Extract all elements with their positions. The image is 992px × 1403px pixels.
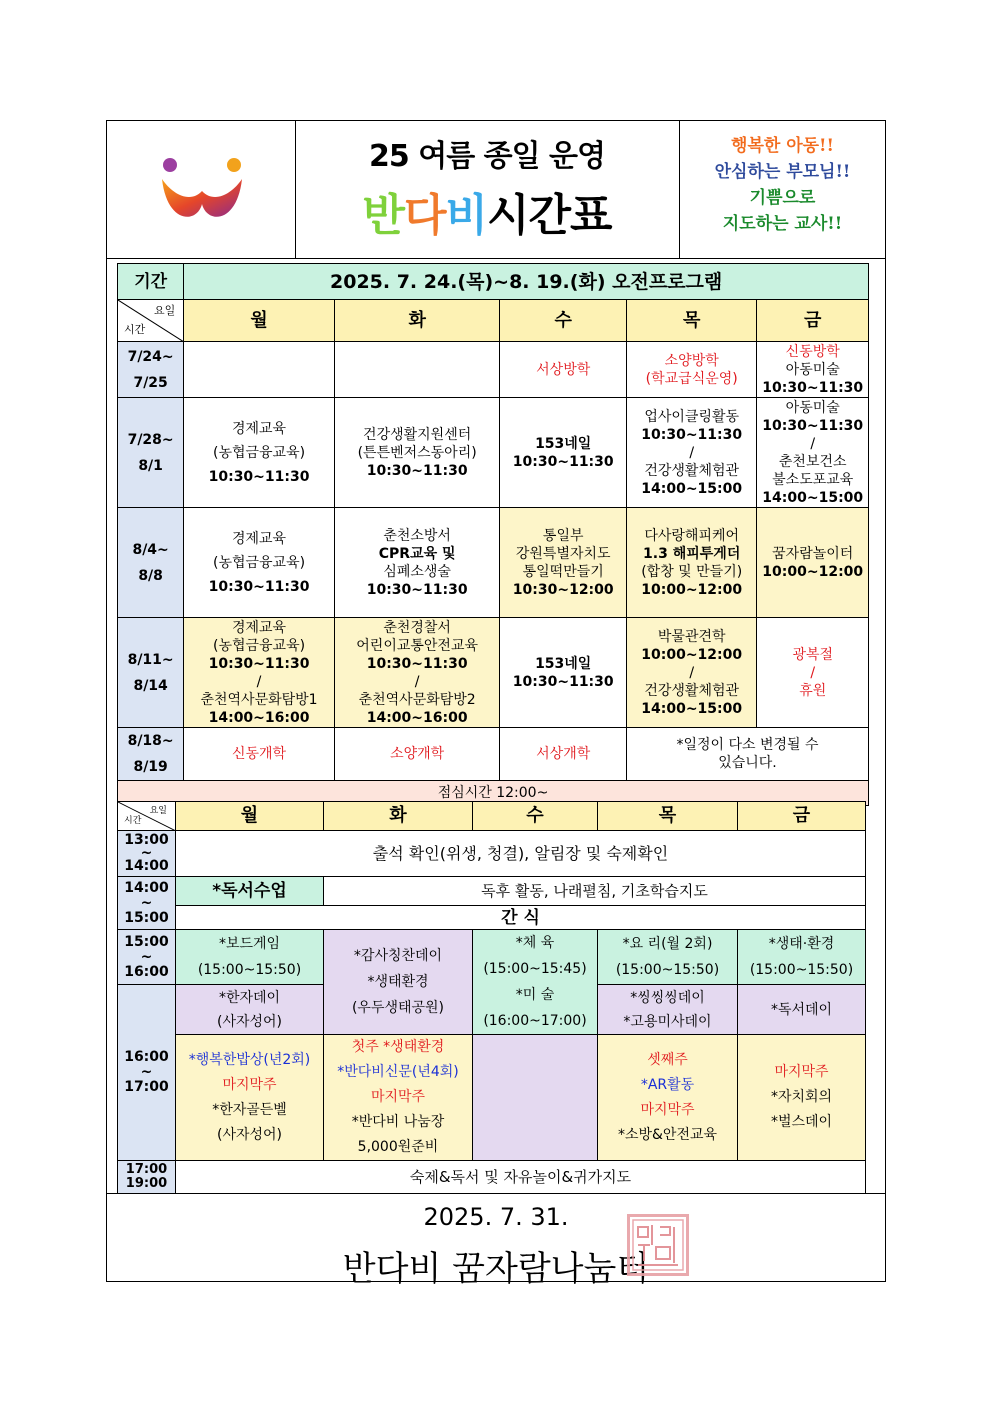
week-label-line: 8/11~ [127, 651, 174, 668]
activity-line: 마지막주 [774, 1064, 829, 1080]
activity-line: 마지막주 [370, 1089, 426, 1105]
cell-line: 10:30~11:30 [208, 468, 310, 485]
title-cell [295, 121, 680, 258]
cell-line: / [689, 664, 695, 681]
cell-line: 10:30~11:30 [366, 655, 468, 672]
activity-line: *한자데이 [218, 989, 281, 1006]
am-cell [334, 398, 500, 508]
pm-corner-cell [118, 802, 176, 831]
cell-line: 10:00~12:00 [641, 646, 743, 663]
cell-line: 꿈자람놀이터 [772, 545, 854, 562]
am-cell [334, 728, 500, 781]
activity-line: *자치회의 [770, 1089, 833, 1105]
pm-fri-b [738, 985, 866, 1035]
week-label-line: 8/19 [133, 759, 168, 775]
cell-line: 10:30~11:30 [762, 417, 864, 434]
time-text: 17:00 [125, 1162, 168, 1177]
am-cell [500, 728, 626, 781]
pm-thu-a [598, 930, 738, 985]
cell-line: 아동미술 [785, 361, 840, 378]
time-text: ~ [140, 948, 153, 965]
cell-line: 10:30~11:30 [512, 673, 614, 690]
pm-thu-c [598, 1035, 738, 1161]
cell-line: 1.3 해피투게더 [643, 545, 741, 562]
am-day-fri: 금 [757, 300, 869, 342]
official-seal-stamp [627, 1214, 689, 1276]
activity-line: *보드게임 [218, 936, 281, 952]
am-cell [757, 342, 869, 398]
period-label: 기간 [118, 264, 184, 300]
am-cell [184, 398, 335, 508]
am-day-thu: 목 [626, 300, 757, 342]
cell-line: 14:00~15:00 [641, 480, 743, 497]
am-day-tue: 화 [334, 300, 500, 342]
cell-line: 소양방학 [664, 352, 719, 369]
activity-line: (사자성어) [216, 1013, 283, 1030]
week-label-line: 7/25 [133, 374, 168, 391]
am-note-cell [626, 728, 868, 781]
title-timetable: 시간표 [487, 190, 612, 241]
cell-line: 다사랑해피케어 [644, 527, 740, 544]
am-week-2 [118, 398, 184, 508]
week-label-line: 7/24~ [127, 348, 174, 365]
time-text: 14:00 [124, 879, 169, 896]
attendance-check: 출석 확인(위생, 청결), 알림장 및 숙제확인 [176, 831, 866, 877]
pm-time-1300 [118, 831, 176, 877]
snack-time: 간 식 [176, 906, 866, 930]
cell-line: 건강생활체험관 [644, 682, 740, 699]
cell-line: / [256, 673, 262, 690]
activity-line: 첫주 *생태환경 [351, 1039, 445, 1055]
pm-tue-a [324, 930, 473, 1035]
motto-line-4: 지도하는 교사!! [722, 214, 843, 234]
cell-line: 심폐소생술 [383, 563, 451, 580]
cell-line: 10:00~12:00 [762, 563, 864, 580]
cell-line: 신동개학 [231, 746, 287, 762]
lunch-time: 점심시간 12:00~ [118, 781, 869, 806]
time-text: 13:00 [124, 832, 169, 848]
reading-class: *독서수업 [176, 877, 324, 906]
cell-line: 춘천역사문화탐방2 [358, 691, 476, 708]
am-cell [184, 508, 335, 618]
activity-line: 셋째주 [647, 1051, 688, 1068]
title-char-da: 다 [403, 190, 446, 241]
pm-mon-b [176, 985, 324, 1035]
activity-line: (15:00~15:45) [483, 961, 587, 977]
time-text: ~ [140, 894, 153, 911]
am-cell [184, 618, 335, 728]
pm-thu-b [598, 985, 738, 1035]
logo-icon [152, 149, 252, 229]
am-day-mon: 월 [184, 300, 335, 342]
am-week-3 [118, 508, 184, 618]
cell-line: 소양개학 [390, 746, 445, 762]
cell-line: 업사이클링활동 [644, 408, 740, 425]
pm-day-fri: 금 [738, 802, 866, 831]
time-text: ~ [140, 1064, 153, 1080]
activity-line: *행복한밥상(년2회) [188, 1051, 311, 1068]
pm-day-wed: 수 [473, 802, 598, 831]
activity-line: 마지막주 [640, 1101, 695, 1118]
pm-time-1600 [118, 985, 176, 1161]
pm-day-mon: 월 [176, 802, 324, 831]
cell-line: 10:00~12:00 [641, 581, 743, 598]
cell-line: 불소도포교육 [772, 471, 854, 488]
am-cell [334, 342, 500, 398]
cell-line: 춘천소방서 [383, 527, 451, 544]
cell-line: 강원특별자치도 [515, 545, 611, 562]
cell-line: 경제교육 [231, 420, 287, 437]
activity-line: (16:00~17:00) [483, 1013, 587, 1029]
week-label-line: 8/4~ [132, 541, 169, 558]
week-label-line: 8/1 [138, 457, 163, 474]
activity-line: *반다비 나눔장 [351, 1114, 445, 1130]
am-row-3 [118, 508, 869, 618]
cell-line: 10:30~11:30 [208, 578, 310, 595]
cell-line: 14:00~15:00 [762, 489, 864, 506]
cell-line: 경제교육 [231, 619, 287, 636]
am-cell [757, 508, 869, 618]
cell-line: 신동방학 [785, 343, 840, 360]
am-corner-cell [118, 300, 184, 342]
pm-day-thu: 목 [598, 802, 738, 831]
time-text: 14:00 [124, 858, 169, 874]
activity-line: *생태·환경 [768, 936, 835, 952]
footer-organization: 반다비 꿈자람나눔터 [342, 1249, 650, 1289]
cell-line: 춘천경찰서 [383, 619, 451, 636]
header [107, 121, 885, 259]
cell-line: 14:00~15:00 [641, 700, 743, 717]
cell-line: 153네일 [535, 435, 592, 452]
cell-line: *일정이 다소 변경될 수 [676, 737, 819, 753]
cell-line: 10:30~11:30 [512, 453, 614, 470]
am-cell [500, 618, 626, 728]
cell-line: 박물관견학 [657, 628, 726, 645]
cell-line: / [810, 664, 816, 681]
am-cell [757, 618, 869, 728]
afternoon-schedule-table [117, 801, 866, 1194]
pm-mon-a [176, 930, 324, 985]
am-cell [500, 508, 626, 618]
page-frame [106, 120, 886, 1289]
pm-time-1700 [118, 1161, 176, 1194]
cell-line: 서상방학 [536, 361, 591, 378]
cell-line: 어린이교통안전교육 [356, 637, 478, 654]
pm-day-tue: 화 [324, 802, 473, 831]
activity-line: *생태환경 [367, 974, 429, 990]
cell-line: (농협금융교육) [213, 444, 306, 461]
cell-line: 서상개학 [536, 746, 591, 762]
cell-line: 153네일 [535, 655, 592, 672]
activity-line: (15:00~15:50) [749, 962, 854, 978]
time-text: 17:00 [124, 1079, 169, 1095]
cell-line: (합창 및 만들기) [641, 563, 743, 580]
cell-line: 14:00~16:00 [208, 709, 310, 726]
cell-line: 경제교육 [231, 530, 287, 547]
logo-cell [107, 121, 296, 258]
period-value: 2025. 7. 24.(목)~8. 19.(화) 오전프로그램 [184, 264, 869, 300]
activity-line: 5,000원준비 [357, 1139, 439, 1155]
pm-time-1400 [118, 877, 176, 930]
motto-cell [680, 121, 885, 258]
activity-line: *고용미사데이 [623, 1013, 712, 1030]
am-cell [626, 342, 757, 398]
am-cell [500, 398, 626, 508]
footer-divider [107, 1193, 885, 1194]
pm-wed-c [473, 1035, 598, 1161]
morning-schedule-table [117, 263, 869, 806]
cell-line: 건강생활체험관 [644, 462, 740, 479]
cell-line: 아동미술 [785, 399, 840, 416]
cell-line: (농협금융교육) [213, 637, 306, 654]
am-corner-day: 요일 [153, 304, 176, 317]
week-label-line: 8/14 [133, 677, 168, 694]
pm-mon-c [176, 1035, 324, 1161]
cell-line: 14:00~16:00 [366, 709, 468, 726]
am-corner-time: 시간 [124, 323, 146, 336]
am-cell [757, 398, 869, 508]
am-row-2 [118, 398, 869, 508]
title-char-ban: 반 [362, 190, 404, 241]
pm-corner-time: 시간 [124, 816, 142, 826]
activity-line: *소방&안전교육 [617, 1126, 718, 1143]
activity-line: *감사칭찬데이 [353, 948, 443, 964]
activity-line: (15:00~15:50) [197, 962, 302, 978]
cell-line: / [689, 444, 695, 461]
cell-line: 통일떡만들기 [522, 563, 604, 580]
cell-line: (농협금융교육) [213, 554, 306, 571]
cell-line: 10:30~11:30 [641, 426, 743, 443]
cell-line: 있습니다. [718, 755, 777, 771]
time-text: 15:00 [124, 933, 169, 950]
cell-line: 휴원 [799, 682, 827, 699]
activity-line: *체 육 [515, 935, 555, 951]
title-line1: 25 여름 종일 운영 [369, 139, 605, 174]
motto-line-3: 기쁨으로 [749, 188, 816, 208]
time-text: ~ [140, 845, 153, 861]
cell-line: 10:30~11:30 [366, 462, 468, 479]
activity-line: *AR활동 [640, 1076, 695, 1093]
activity-line: (사자성어) [216, 1126, 283, 1143]
title-line2 [295, 179, 679, 243]
motto-line-1: 행복한 아동!! [731, 136, 834, 156]
cell-line: 춘천보건소 [778, 453, 847, 470]
pm-corner-day: 요일 [149, 806, 167, 816]
activity-line: *한자골든벨 [212, 1101, 287, 1118]
am-row-4 [118, 618, 869, 728]
time-text: 19:00 [125, 1176, 168, 1191]
activity-line: (우두생태공원) [351, 1000, 445, 1016]
cell-line: CPR교육 및 [378, 545, 456, 562]
activity-line: *반다비신문(년4회) [337, 1064, 459, 1080]
am-week-1 [118, 342, 184, 398]
cell-line: (튼튼벤저스동아리) [357, 444, 477, 461]
time-text: 16:00 [124, 963, 169, 980]
cell-line: 통일부 [542, 527, 584, 544]
week-label-line: 8/8 [138, 567, 163, 584]
activity-line: 마지막주 [222, 1076, 277, 1093]
am-cell [626, 618, 757, 728]
pm-fri-a [738, 930, 866, 985]
cell-line: (학교급식운영) [645, 370, 738, 387]
pm-fri-c [738, 1035, 866, 1161]
am-cell [626, 508, 757, 618]
post-reading-activity: 독후 활동, 나래펼침, 기초학습지도 [324, 877, 866, 906]
am-cell [500, 342, 626, 398]
pm-time-1500 [118, 930, 176, 985]
cell-line: 춘천역사문화탐방1 [200, 691, 318, 708]
time-text: 16:00 [124, 1049, 169, 1065]
pm-tue-c [324, 1035, 473, 1161]
am-row-1 [118, 342, 869, 398]
cell-line: 광복절 [792, 646, 834, 663]
cell-line: 10:30~11:30 [762, 379, 864, 396]
pm-wed-a [473, 930, 598, 1035]
homework-free-play: 숙제&독서 및 자유놀이&귀가지도 [176, 1161, 866, 1194]
am-row-5 [118, 728, 869, 781]
am-day-wed: 수 [500, 300, 626, 342]
week-label-line: 7/28~ [127, 431, 174, 448]
week-label-line: 8/18~ [127, 733, 174, 749]
footer-date: 2025. 7. 31. [423, 1203, 569, 1231]
activity-line: *씽씽씽데이 [630, 989, 705, 1006]
motto-line-2: 안심하는 부모님!! [714, 162, 851, 182]
title-char-bi: 비 [445, 190, 488, 241]
cell-line: 10:30~12:00 [512, 581, 614, 598]
cell-line: 10:30~11:30 [366, 581, 468, 598]
activity-line: *벌스데이 [770, 1114, 833, 1130]
am-cell [626, 398, 757, 508]
am-week-5 [118, 728, 184, 781]
am-cell [184, 728, 335, 781]
am-week-4 [118, 618, 184, 728]
activity-line: *독서데이 [770, 1001, 833, 1018]
cell-line: / [414, 673, 420, 690]
cell-line: 건강생활지원센터 [363, 426, 472, 443]
am-cell [334, 508, 500, 618]
activity-line: *미 술 [515, 987, 555, 1003]
time-text: 15:00 [124, 909, 169, 926]
cell-line: 10:30~11:30 [208, 655, 310, 672]
cell-line: / [810, 435, 816, 452]
activity-line: (15:00~15:50) [615, 962, 720, 978]
am-cell [334, 618, 500, 728]
activity-line: *요 리(월 2회) [622, 936, 713, 952]
am-cell [184, 342, 335, 398]
